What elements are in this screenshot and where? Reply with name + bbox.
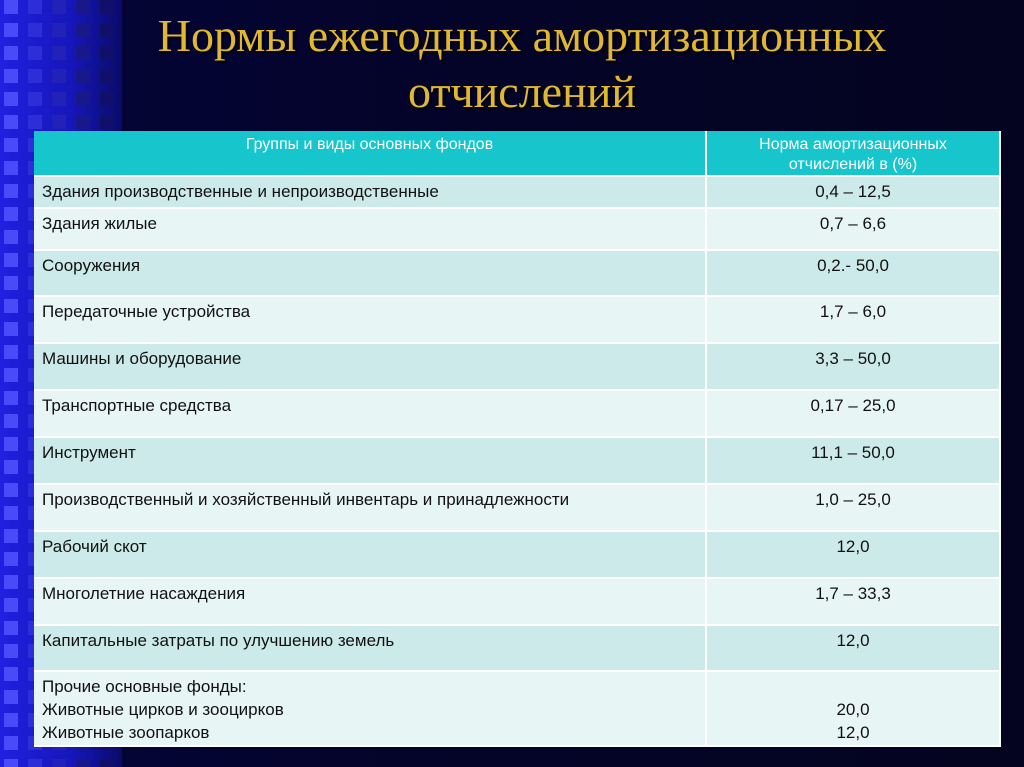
slide-title <box>122 8 922 120</box>
row-value: 1,0 – 25,0 <box>706 484 1000 531</box>
decorative-square <box>4 253 18 267</box>
row-value: 0,4 – 12,5 <box>706 176 1000 208</box>
decorative-square <box>4 414 18 428</box>
row-value: 1,7 – 33,3 <box>706 578 1000 625</box>
decorative-square <box>76 69 90 83</box>
table-row <box>34 208 1000 250</box>
row-value-line3: 12,0 <box>836 723 870 742</box>
decorative-square <box>52 115 66 129</box>
row-name-line2: Животные цирков и зооцирков <box>42 700 284 719</box>
decorative-square <box>4 92 18 106</box>
decorative-square <box>76 23 90 37</box>
decorative-square <box>52 759 66 767</box>
decorative-square <box>4 759 18 767</box>
depreciation-table <box>34 131 1001 747</box>
slide-title-line2: отчислений <box>408 66 636 117</box>
decorative-square <box>4 460 18 474</box>
decorative-square <box>52 92 66 106</box>
slide-title-line1: Нормы ежегодных амортизационных <box>157 10 887 61</box>
decorative-square <box>28 69 42 83</box>
decorative-square <box>4 276 18 290</box>
row-value: 11,1 – 50,0 <box>706 437 1000 484</box>
decorative-square <box>28 759 42 767</box>
decorative-square <box>4 506 18 520</box>
decorative-square <box>4 437 18 451</box>
table-row <box>34 343 1000 390</box>
decorative-square <box>4 138 18 152</box>
decorative-square <box>4 736 18 750</box>
row-name: Передаточные устройства <box>34 296 706 343</box>
decorative-square <box>4 46 18 60</box>
table-row <box>34 250 1000 296</box>
table-row <box>34 437 1000 484</box>
row-value <box>706 671 1000 746</box>
decorative-square <box>76 0 90 14</box>
row-name: Здания производственные и непроизводственные <box>34 176 706 208</box>
row-value: 0,2.- 50,0 <box>706 250 1000 296</box>
table-row <box>34 671 1000 746</box>
decorative-square <box>4 621 18 635</box>
decorative-square <box>28 92 42 106</box>
row-name: Транспортные средства <box>34 390 706 437</box>
decorative-square <box>4 69 18 83</box>
decorative-square <box>52 0 66 14</box>
decorative-square <box>4 713 18 727</box>
decorative-square <box>100 115 114 129</box>
decorative-square <box>4 115 18 129</box>
row-value: 3,3 – 50,0 <box>706 343 1000 390</box>
table-row <box>34 484 1000 531</box>
decorative-square <box>52 46 66 60</box>
row-value: 0,17 – 25,0 <box>706 390 1000 437</box>
decorative-square <box>76 46 90 60</box>
decorative-square <box>4 644 18 658</box>
decorative-square <box>28 23 42 37</box>
row-value: 0,7 – 6,6 <box>706 208 1000 250</box>
row-name: Производственный и хозяйственный инвентарь и принадлежности <box>34 484 706 531</box>
row-name: Рабочий скот <box>34 531 706 578</box>
decorative-square <box>100 69 114 83</box>
decorative-square <box>76 759 90 767</box>
decorative-square <box>4 345 18 359</box>
row-value: 12,0 <box>706 625 1000 671</box>
row-name: Капитальные затраты по улучшению земель <box>34 625 706 671</box>
row-name: Инструмент <box>34 437 706 484</box>
row-name-line1: Прочие основные фонды: <box>42 677 247 696</box>
table-row <box>34 176 1000 208</box>
decorative-square <box>4 299 18 313</box>
decorative-square <box>4 322 18 336</box>
row-name-line3: Животные зоопарков <box>42 723 210 742</box>
decorative-square <box>76 115 90 129</box>
decorative-squares <box>4 0 18 767</box>
decorative-square <box>4 529 18 543</box>
row-value: 1,7 – 6,0 <box>706 296 1000 343</box>
header-group: Группы и виды основных фондов <box>34 131 706 176</box>
row-name: Сооружения <box>34 250 706 296</box>
table-row <box>34 296 1000 343</box>
decorative-square <box>76 92 90 106</box>
header-norm-line2: отчислений в (%) <box>788 156 918 173</box>
decorative-square <box>4 690 18 704</box>
decorative-square <box>100 0 114 14</box>
decorative-square <box>28 46 42 60</box>
table-header-row <box>34 131 1000 176</box>
header-norm-line1: Норма амортизационных <box>759 136 947 153</box>
decorative-square <box>4 598 18 612</box>
decorative-square <box>28 115 42 129</box>
decorative-square <box>4 207 18 221</box>
depreciation-table-container <box>34 131 1000 747</box>
decorative-square <box>4 230 18 244</box>
decorative-square <box>4 575 18 589</box>
row-name: Машины и оборудование <box>34 343 706 390</box>
decorative-square <box>100 92 114 106</box>
decorative-square <box>4 23 18 37</box>
decorative-square <box>4 161 18 175</box>
row-value-line2: 20,0 <box>836 700 870 719</box>
header-norm <box>706 131 1000 176</box>
decorative-square <box>4 0 18 14</box>
table-row <box>34 390 1000 437</box>
table-row <box>34 578 1000 625</box>
decorative-square <box>100 46 114 60</box>
row-name <box>34 671 706 746</box>
decorative-square <box>100 759 114 767</box>
decorative-square <box>52 69 66 83</box>
decorative-square <box>4 552 18 566</box>
table-row <box>34 531 1000 578</box>
row-name: Многолетние насаждения <box>34 578 706 625</box>
decorative-square <box>100 23 114 37</box>
decorative-square <box>4 368 18 382</box>
decorative-square <box>4 391 18 405</box>
row-value-line1 <box>715 675 991 698</box>
decorative-square <box>4 667 18 681</box>
row-name: Здания жилые <box>34 208 706 250</box>
table-row <box>34 625 1000 671</box>
decorative-square <box>52 23 66 37</box>
decorative-square <box>4 184 18 198</box>
decorative-square <box>4 483 18 497</box>
table-body <box>34 176 1000 746</box>
decorative-square <box>28 0 42 14</box>
row-value: 12,0 <box>706 531 1000 578</box>
